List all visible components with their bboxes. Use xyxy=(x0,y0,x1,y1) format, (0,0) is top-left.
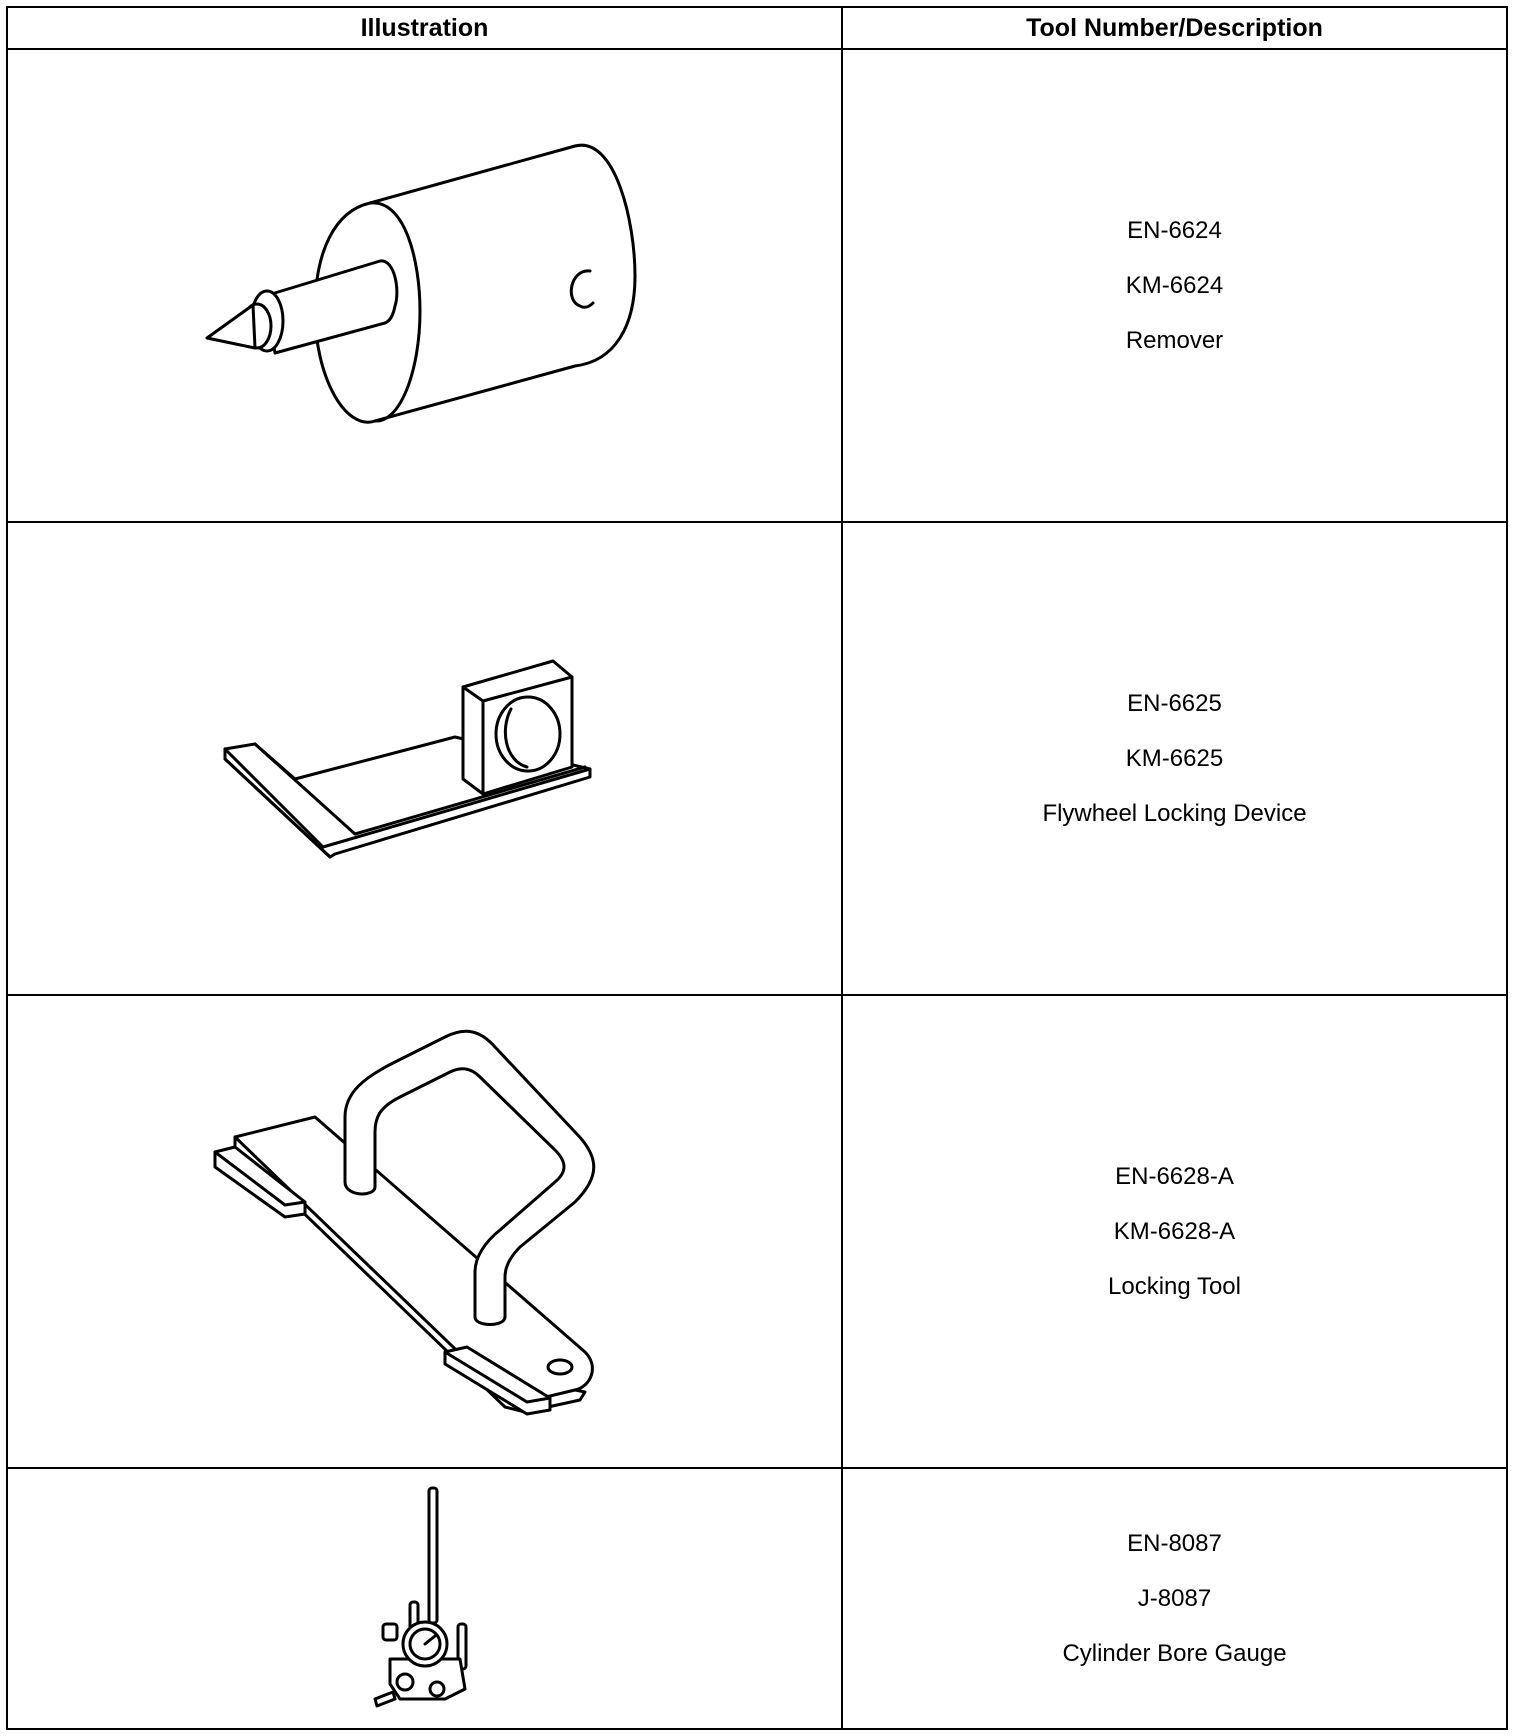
locking-tool-icon xyxy=(205,1022,645,1442)
table-row xyxy=(7,522,1507,995)
description-cell xyxy=(842,49,1507,522)
description-cell xyxy=(842,1468,1507,1729)
cylinder-bore-gauge-icon xyxy=(365,1484,485,1714)
tool-number-en: EN-6624 xyxy=(1127,217,1222,244)
header-tool-description: Tool Number/Description xyxy=(842,7,1507,49)
description-cell xyxy=(842,522,1507,995)
tool-number-alt: KM-6624 xyxy=(1125,272,1224,299)
tool-description: Flywheel Locking Device xyxy=(1042,800,1307,827)
tool-number-alt: J-8087 xyxy=(1137,1585,1212,1612)
tool-number-en: EN-6625 xyxy=(1127,690,1222,717)
tool-number-alt: KM-6625 xyxy=(1125,745,1224,772)
tool-number-alt: KM-6628-A xyxy=(1113,1218,1236,1245)
special-tools-table xyxy=(6,6,1508,1730)
illustration-cell xyxy=(7,995,842,1468)
illustration-cell xyxy=(7,1468,842,1729)
flywheel-locking-device-icon xyxy=(215,649,635,869)
tool-description: Locking Tool xyxy=(1108,1273,1241,1300)
illustration-cell xyxy=(7,49,842,522)
description-cell xyxy=(842,995,1507,1468)
tool-description: Remover xyxy=(1125,327,1224,354)
header-illustration: Illustration xyxy=(7,7,842,49)
remover-tool-icon xyxy=(195,141,655,431)
tool-number-en: EN-8087 xyxy=(1127,1530,1222,1557)
tool-number-en: EN-6628-A xyxy=(1115,1163,1234,1190)
table-header-row xyxy=(7,7,1507,49)
illustration-cell xyxy=(7,522,842,995)
table-row xyxy=(7,995,1507,1468)
table-row xyxy=(7,1468,1507,1729)
tool-description: Cylinder Bore Gauge xyxy=(1062,1640,1287,1667)
table-row xyxy=(7,49,1507,522)
